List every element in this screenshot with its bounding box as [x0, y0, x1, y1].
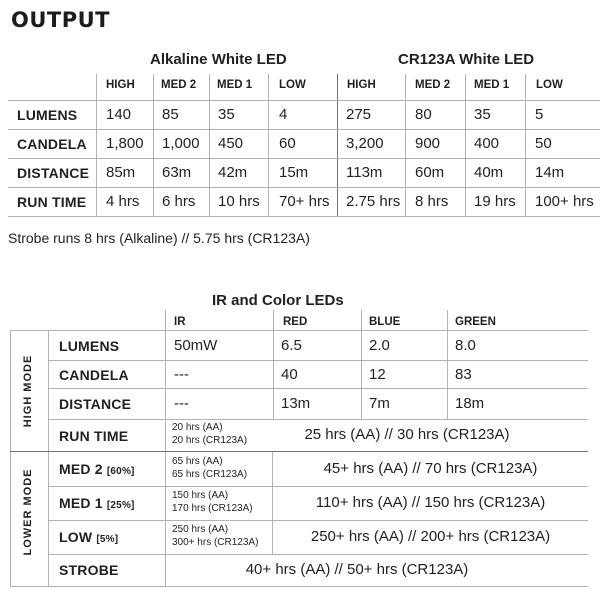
row-label-med1: MED 1 [25%] [59, 495, 135, 511]
table-cell: 5 [535, 106, 544, 123]
rule [465, 74, 466, 216]
strobe-note: Strobe runs 8 hrs (Alkaline) // 5.75 hrs (CR123A) [8, 230, 310, 246]
table-cell: 60 [279, 135, 296, 152]
table-cell: 18m [455, 395, 485, 412]
row-label-candela: CANDELA [59, 367, 129, 383]
table-cell: 100+ hrs [535, 193, 594, 210]
rule [8, 216, 600, 217]
table-cell: 10 hrs [218, 193, 260, 210]
rule [153, 74, 154, 216]
ir-low-aa: 250 hrs (AA) [172, 524, 229, 535]
table-cell: 40 [281, 366, 298, 383]
rule [361, 310, 362, 420]
table-cell: 8 hrs [415, 193, 449, 210]
table-cell: 35 [474, 106, 491, 123]
table-cell: 15m [279, 164, 309, 181]
rule [48, 388, 588, 389]
color-med1-runtime: 110+ hrs (AA) // 150 hrs (CR123A) [315, 494, 546, 511]
col-header: MED 1 [217, 79, 253, 91]
row-label-run-time: RUN TIME [17, 194, 87, 210]
table-cell: 2.75 hrs [346, 193, 401, 210]
rule [48, 330, 49, 586]
rule [48, 486, 588, 487]
ir-med1-aa: 150 hrs (AA) [172, 490, 229, 501]
table-cell: 85 [162, 106, 179, 123]
row-label-med2: MED 2 [60%] [59, 461, 135, 477]
rule [8, 100, 600, 101]
table-cell: 8.0 [455, 337, 476, 354]
table-cell: 83 [455, 366, 472, 383]
row-label-distance: DISTANCE [59, 396, 132, 412]
table-cell: 60m [415, 164, 445, 181]
strobe-runtime: 40+ hrs (AA) // 50+ hrs (CR123A) [245, 561, 469, 578]
row-label-lumens: LUMENS [17, 107, 78, 123]
table-cell: 900 [415, 135, 441, 152]
ir-runtime-cr123a: 20 hrs (CR123A) [172, 435, 248, 446]
mode-divider [10, 451, 588, 452]
table-cell: 6.5 [281, 337, 302, 354]
row-label-candela: CANDELA [17, 136, 87, 152]
col-header: MED 1 [474, 79, 510, 91]
table-cell: 4 [279, 106, 288, 123]
table-cell: 7m [369, 395, 390, 412]
ir-med2-aa: 65 hrs (AA) [172, 456, 223, 467]
rule [525, 74, 526, 216]
table-cell: 85m [106, 164, 136, 181]
table-cell: 12 [369, 366, 386, 383]
col-header: MED 2 [415, 79, 451, 91]
table-cell: 19 hrs [474, 193, 516, 210]
table-cell: 50mW [174, 337, 218, 354]
rule [10, 330, 11, 586]
rule [273, 310, 274, 420]
table-cell: 1,800 [106, 135, 144, 152]
med2-percent: [60%] [106, 466, 135, 477]
color-runtime: 25 hrs (AA) // 30 hrs (CR123A) [304, 426, 510, 443]
rule [10, 586, 588, 587]
table-cell: 400 [474, 135, 500, 152]
table-cell: 14m [535, 164, 565, 181]
rule [8, 158, 600, 159]
table-cell: 140 [106, 106, 132, 123]
col-header: RED [283, 316, 308, 328]
table-cell: --- [174, 366, 189, 383]
col-header: LOW [536, 79, 563, 91]
color-low-runtime: 250+ hrs (AA) // 200+ hrs (CR123A) [310, 528, 551, 545]
table-cell: 50 [535, 135, 552, 152]
rule [96, 74, 97, 216]
color-med2-runtime: 45+ hrs (AA) // 70 hrs (CR123A) [323, 460, 538, 477]
table-cell: 42m [218, 164, 248, 181]
rule [48, 419, 588, 420]
table-cell: 6 hrs [162, 193, 196, 210]
lower-mode-label: LOWER MODE [22, 468, 34, 556]
table-cell: 40m [474, 164, 504, 181]
cr123a-group-title: CR123A White LED [398, 51, 535, 68]
row-label-lumens: LUMENS [59, 338, 120, 354]
col-header: LOW [279, 79, 306, 91]
table-cell: 275 [346, 106, 372, 123]
col-header: MED 2 [161, 79, 197, 91]
table-cell: 1,000 [162, 135, 200, 152]
ir-runtime-aa: 20 hrs (AA) [172, 422, 223, 433]
table-cell: 70+ hrs [279, 193, 330, 210]
table-cell: 13m [281, 395, 311, 412]
row-label-strobe: STROBE [59, 562, 119, 578]
table-cell: 113m [346, 164, 383, 181]
rule [447, 310, 448, 420]
row-label-run-time: RUN TIME [59, 428, 129, 444]
rule [8, 187, 600, 188]
row-label-low: LOW [5%] [59, 529, 119, 545]
alkaline-group-title: Alkaline White LED [150, 51, 287, 68]
table-cell: 63m [162, 164, 192, 181]
ir-low-cr123a: 300+ hrs (CR123A) [172, 537, 259, 548]
rule [48, 360, 588, 361]
rule [165, 310, 166, 586]
table-cell: 3,200 [346, 135, 384, 152]
table-cell: 2.0 [369, 337, 390, 354]
rule [48, 554, 588, 555]
ir-med1-cr123a: 170 hrs (CR123A) [172, 503, 253, 514]
table-cell: 35 [218, 106, 235, 123]
rule [209, 74, 210, 216]
ir-color-title: IR and Color LEDs [212, 292, 344, 309]
col-header: HIGH [106, 79, 135, 91]
table-cell: 4 hrs [106, 193, 140, 210]
table-cell: --- [174, 395, 189, 412]
col-header: HIGH [347, 79, 376, 91]
high-mode-label: HIGH MODE [22, 354, 34, 428]
table-cell: 450 [218, 135, 244, 152]
col-header: BLUE [369, 316, 401, 328]
rule [8, 129, 600, 130]
low-percent: [5%] [96, 534, 119, 545]
page-title: OUTPUT [11, 8, 110, 32]
row-label-distance: DISTANCE [17, 165, 90, 181]
col-header: IR [174, 316, 186, 328]
rule [268, 74, 269, 216]
med1-percent: [25%] [106, 500, 135, 511]
table-cell: 80 [415, 106, 432, 123]
rule [10, 330, 588, 331]
ir-med2-cr123a: 65 hrs (CR123A) [172, 469, 248, 480]
rule [48, 520, 588, 521]
rule [405, 74, 406, 216]
col-header: GREEN [455, 316, 496, 328]
group-divider [337, 74, 338, 216]
